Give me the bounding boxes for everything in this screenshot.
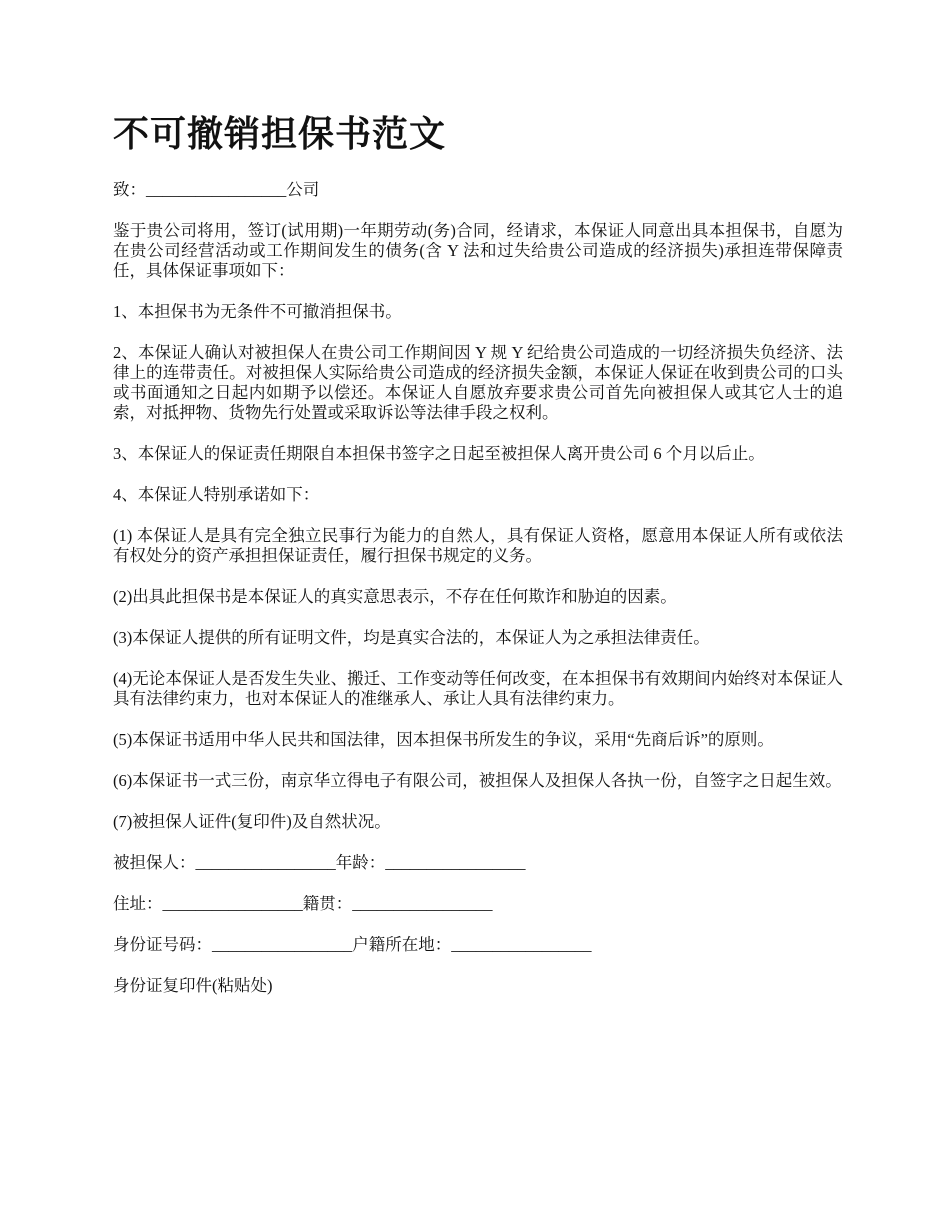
subclause-4: (4)无论本保证人是否发生失业、搬迁、工作变动等任何改变，在本担保书有效期间内始终对本保证人具有法律约束力，也对本保证人的准继承人、承让人具有法律约束力。 — [113, 669, 843, 708]
subclause-7: (7)被担保人证件(复印件)及自然状况。 — [113, 812, 391, 831]
document-page — [113, 110, 843, 1017]
field-address-origin: 住址：_________________籍贯：_________________ — [113, 894, 493, 913]
clause-3: 3、本保证人的保证责任期限自本担保书签字之日起至被担保人离开贵公司 6 个月以后止。 — [113, 444, 765, 463]
intro-paragraph: 鉴于贵公司将用，签订(试用期)一年期劳动(务)合同，经请求，本保证人同意出具本担保书，自愿为在贵公司经营活动或工作期间发生的债务(含 Y 法和过失给贵公司造成的经济损失)承担连带保障责任，具体保证事项如下： — [113, 221, 843, 280]
field-id-household: 身份证号码：_________________户籍所在地：_________________ — [113, 935, 592, 954]
subclause-6: (6)本保证书一式三份，南京华立得电子有限公司，被担保人及担保人各执一份，自签字之日起生效。 — [113, 771, 842, 790]
clause-1: 1、本担保书为无条件不可撤消担保书。 — [113, 302, 402, 321]
document-title: 不可撤销担保书范文 — [113, 114, 447, 155]
clause-2: 2、本保证人确认对被担保人在贵公司工作期间因 Y 规 Y 纪给贵公司造成的一切经济损失负经济、法律上的连带责任。对被担保人实际给贵公司造成的经济损失金额，本保证人保证在收到贵公司的口头或书面通知之日起内如期予以偿还。本保证人自愿放弃要求贵公司首先向被担保人或其它人士的追索，对抵押物、货物先行处置或采取诉讼等法律手段之权利。 — [113, 343, 843, 422]
clause-4: 4、本保证人特别承诺如下： — [113, 485, 320, 504]
subclause-1: (1) 本保证人是具有完全独立民事行为能力的自然人，具有保证人资格，愿意用本保证人所有或依法有权处分的资产承担担保证责任，履行担保书规定的义务。 — [113, 526, 843, 565]
addressee-line: 致：_________________公司 — [113, 180, 320, 199]
subclause-3: (3)本保证人提供的所有证明文件，均是真实合法的，本保证人为之承担法律责任。 — [113, 628, 710, 647]
subclause-2: (2)出具此担保书是本保证人的真实意思表示，不存在任何欺诈和胁迫的因素。 — [113, 587, 677, 606]
field-guaranteed-age: 被担保人：_________________年龄：_________________ — [113, 853, 526, 872]
field-id-copy: 身份证复印件(粘贴处) — [113, 976, 273, 995]
subclause-5: (5)本保证书适用中华人民共和国法律，因本担保书所发生的争议，采用“先商后诉”的原则。 — [113, 730, 774, 749]
